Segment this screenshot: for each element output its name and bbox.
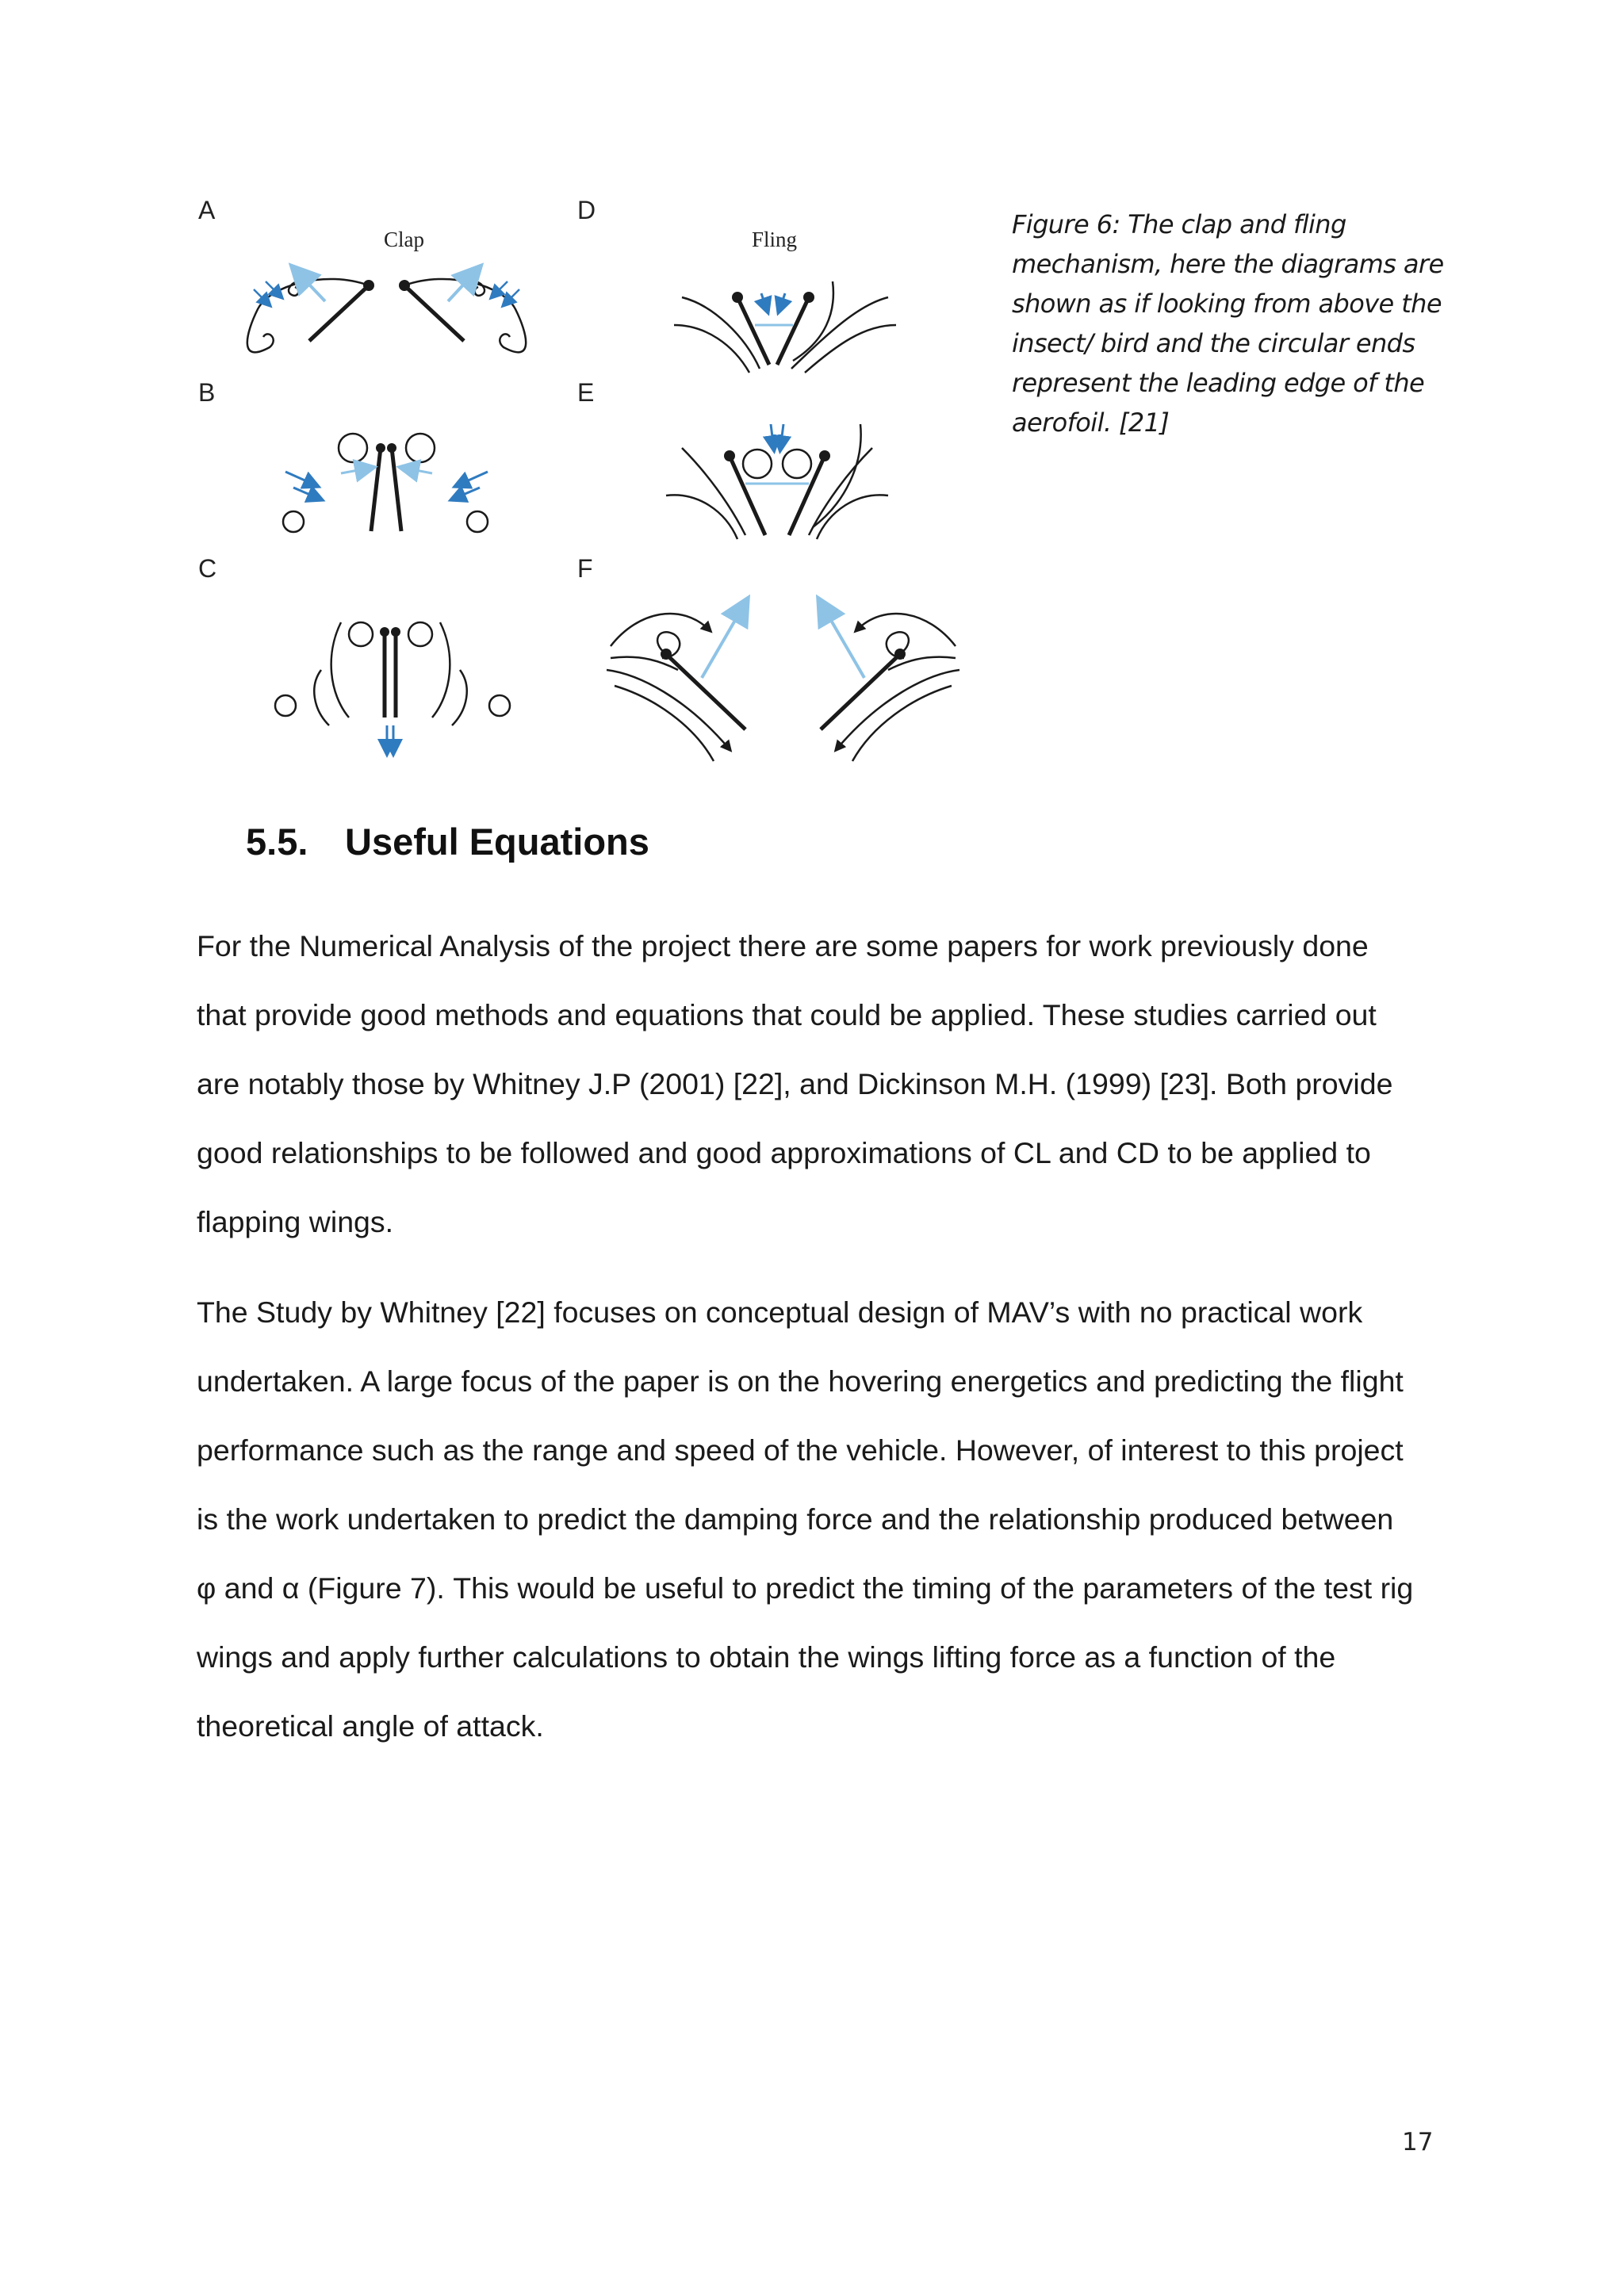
caption-line: shown as if looking from above the (1012, 289, 1442, 319)
paragraph-2 (197, 1278, 1442, 1761)
panel-a-diagram (222, 254, 555, 381)
section-title: Useful Equations (345, 821, 649, 863)
panel-c-diagram (262, 607, 531, 765)
text-line: undertaken. A large focus of the paper is on the hovering energetics and predicting the flight (197, 1364, 1404, 1398)
section-number: 5.5. (246, 821, 308, 863)
text-line: For the Numerical Analysis of the project there are some papers for work previously done (197, 929, 1369, 962)
panel-label-e: E (577, 378, 595, 407)
panel-label-d: D (577, 196, 596, 224)
caption-line: mechanism, here the diagrams are (1012, 249, 1444, 279)
text-line: is the work undertaken to predict the damping force and the relationship produced between (197, 1502, 1394, 1536)
text-line: performance such as the range and speed of the vehicle. However, of interest to this project (197, 1433, 1404, 1467)
text-line: that provide good methods and equations that could be applied. These studies carried out (197, 998, 1377, 1031)
caption-line: aerofoil. [21] (1012, 408, 1170, 438)
panel-b-diagram (270, 424, 523, 543)
panel-label-f: F (577, 554, 593, 583)
section-heading (246, 818, 649, 866)
text-line: theoretical angle of attack. (197, 1709, 544, 1743)
clap-fling-figure (182, 178, 975, 781)
page-number: 17 (1402, 2128, 1434, 2156)
panel-e-diagram (650, 408, 920, 559)
text-line: φ and α (Figure 7). This would be useful to predict the timing of the parameters of the test rig (197, 1571, 1414, 1605)
text-line: wings and apply further calculations to obtain the wings lifting force as a function of the (197, 1640, 1336, 1674)
text-line: are notably those by Whitney J.P (2001) [22], and Dickinson M.H. (1999) [23]. Both provide (197, 1067, 1393, 1100)
text-line: The Study by Whitney [22] focuses on conceptual design of MAV’s with no practical work (197, 1295, 1363, 1329)
panel-label-a: A (198, 196, 216, 224)
panel-d-diagram (666, 266, 904, 385)
paragraph-1 (197, 912, 1442, 1257)
caption-line: Figure 6: The clap and fling (1012, 209, 1346, 239)
text-line: good relationships to be followed and good approximations of CL and CD to be applied to (197, 1136, 1371, 1169)
caption-line: insect/ bird and the circular ends (1012, 328, 1415, 358)
panel-label-c: C (198, 554, 217, 583)
panel-f-diagram (607, 579, 959, 769)
fling-title: Fling (752, 228, 798, 251)
caption-line: represent the leading edge of the (1012, 368, 1425, 398)
panel-label-b: B (198, 378, 216, 407)
text-line: flapping wings. (197, 1205, 394, 1238)
clap-title: Clap (384, 228, 424, 251)
figure-caption (1012, 205, 1456, 442)
